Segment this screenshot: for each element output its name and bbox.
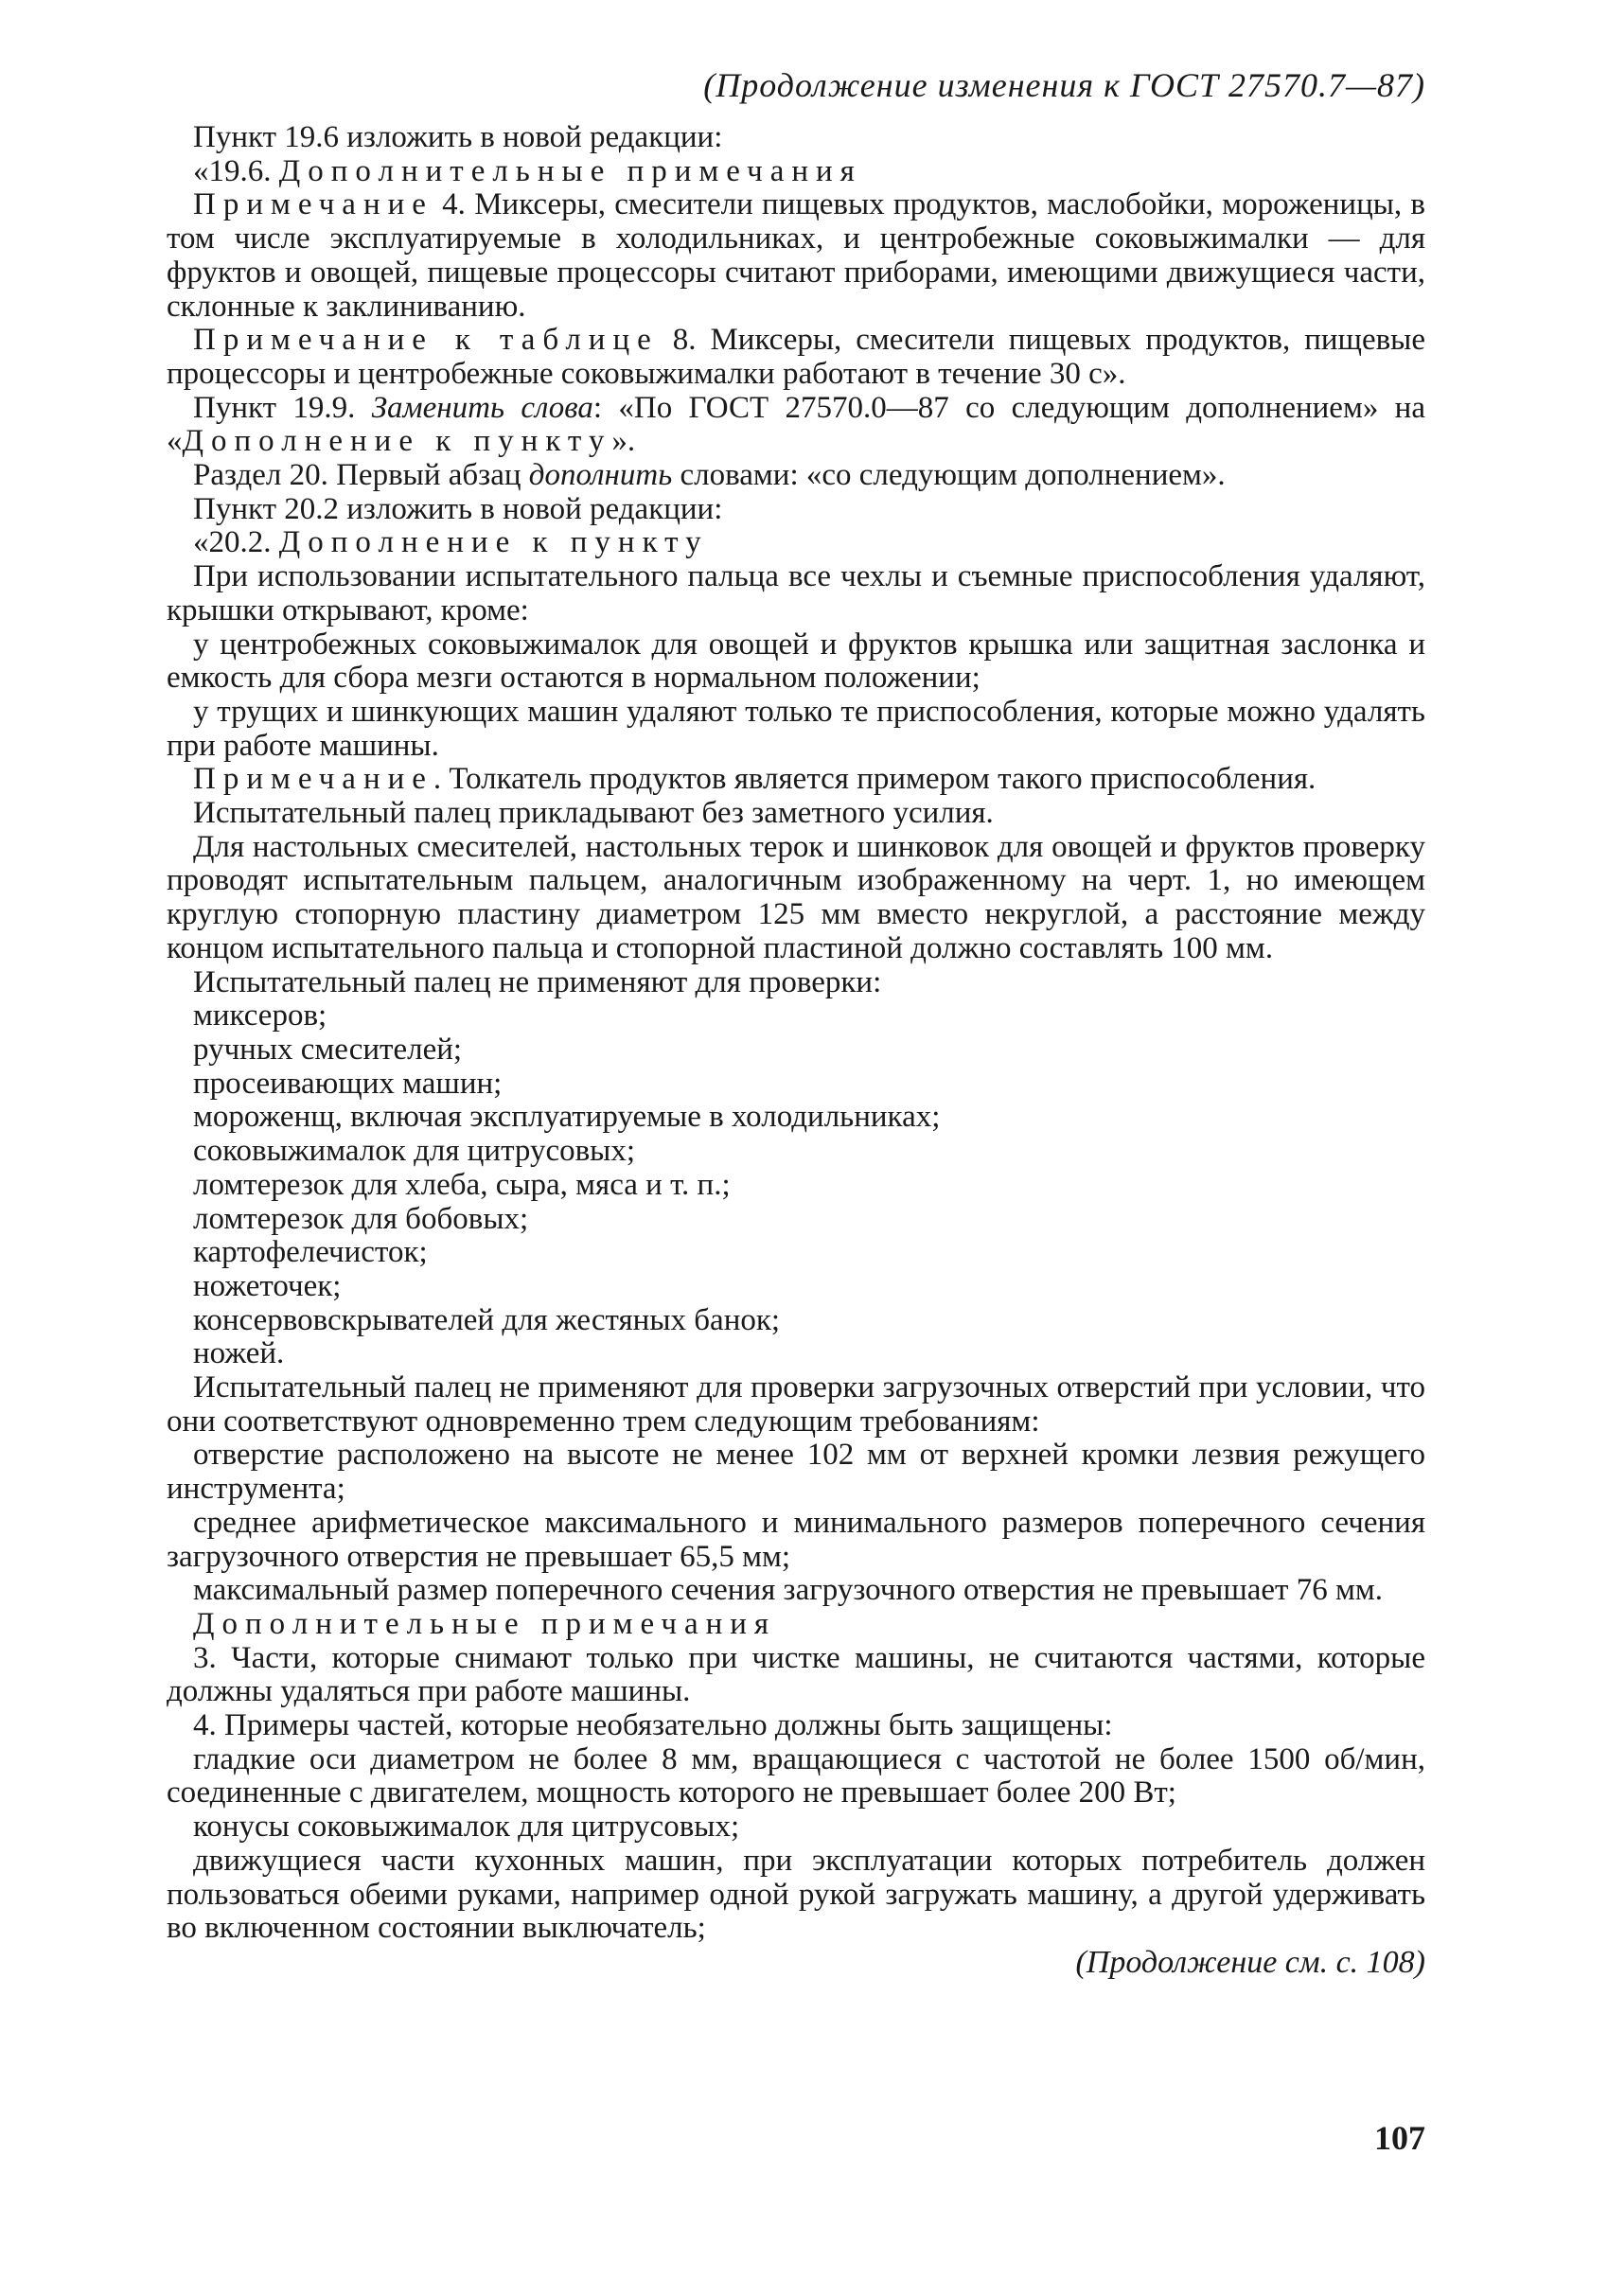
text-segment: Примечание к таблице	[193, 323, 659, 358]
text-segment: консервовскрывателей для жестяных банок;	[193, 1302, 781, 1337]
paragraph	[167, 1642, 1425, 1709]
paragraph	[167, 1574, 1425, 1608]
text-segment: отверстие расположено на высоте не менее 102 мм от верхней кромки лезвия режущего инструмента;	[167, 1438, 1425, 1507]
text-segment: словами: «со следующим дополнением».	[672, 458, 1226, 493]
paragraph	[167, 797, 1425, 831]
text-segment: 4. Миксеры, смесители пищевых продуктов, маслобойки, мороженицы, в том числе эксплуатируемые в холодильниках, и центробежные соковыжималки — для фруктов и овощей, пищевые процессоры считают приборами, имеющими движущиеся части, склонные к заклиниванию.	[167, 187, 1425, 324]
text-segment: Дополнение к пункту	[182, 424, 612, 459]
text-segment: Примечание	[193, 187, 433, 222]
list-item	[167, 1169, 1425, 1203]
text-segment: максимальный размер поперечного сечения загрузочного отверстия не превышает 76 мм.	[193, 1573, 1383, 1608]
text-segment: 3. Части, которые снимают только при чистке машины, не считаются частями, которые должны удаляться при работе машины.	[167, 1640, 1425, 1709]
paragraph	[167, 121, 1425, 155]
text-segment: ».	[611, 424, 636, 459]
paragraph	[167, 1608, 1425, 1642]
text-segment: 8. Миксеры, смесители пищевых продуктов, пищевые процессоры и центробежные соковыжималки работают в течение 30 с».	[167, 323, 1425, 391]
text-segment: Испытательный палец не применяют для проверки загрузочных отверстий при условии, что они соответствуют одновременно трем следующим требованиям:	[167, 1370, 1425, 1439]
text-segment: Дополнительные примечания	[193, 1606, 777, 1641]
paragraph	[167, 459, 1425, 493]
document-body	[167, 121, 1425, 1946]
text-segment: Примечание	[193, 762, 433, 797]
text-segment: Пункт 20.2 изложить в новой редакции:	[193, 491, 723, 526]
paragraph	[167, 763, 1425, 797]
text-segment: ножей.	[193, 1336, 285, 1371]
text-segment: конусы соковыжималок для цитрусовых;	[193, 1810, 740, 1845]
paragraph	[167, 831, 1425, 966]
text-segment: Пункт 19.9.	[193, 390, 372, 425]
paragraph	[167, 1709, 1425, 1743]
paragraph	[167, 560, 1425, 627]
text-segment: Раздел 20. Первый абзац	[193, 458, 529, 493]
text-segment: При использовании испытательного пальца все чехлы и съемные приспособления удаляют, крышки открывают, кроме:	[167, 559, 1425, 627]
list-item	[167, 1337, 1425, 1371]
list-item	[167, 1203, 1425, 1237]
paragraph	[167, 966, 1425, 1000]
paragraph	[167, 493, 1425, 527]
list-item	[167, 999, 1425, 1033]
page-number: 107	[1374, 2119, 1425, 2157]
text-segment: Испытательный палец прикладывают без заметного усилия.	[193, 796, 994, 831]
list-item	[167, 1135, 1425, 1169]
paragraph	[167, 324, 1425, 391]
paragraph	[167, 1371, 1425, 1439]
text-segment: ручных смесителей;	[193, 1032, 463, 1067]
text-segment: Для настольных смесителей, настольных терок и шинковок для овощей и фруктов проверку проводят испытательным пальцем, аналогичным изображенному на черт. 1, но имеющем круглую стопорную пластину диаметром 125 мм вместо некруглой, а расстояние между концом испытательного пальца и стопорной пластиной должно составлять 100 мм.	[167, 829, 1425, 965]
text-segment: «19.6.	[193, 153, 279, 188]
continuation-note: (Продолжение см. с. 108)	[1075, 1944, 1425, 1980]
text-segment: ножеточек;	[193, 1268, 342, 1303]
list-item	[167, 1068, 1425, 1102]
list-item	[167, 1033, 1425, 1068]
text-segment: 4. Примеры частей, которые необязательно должны быть защищены:	[193, 1708, 1113, 1743]
paragraph	[167, 1845, 1425, 1946]
document-page	[167, 66, 1425, 1980]
text-segment: миксеров;	[193, 998, 327, 1033]
paragraph	[167, 696, 1425, 763]
paragraph	[167, 1743, 1425, 1810]
text-segment: Дополнительные примечания	[278, 153, 862, 188]
text-segment: просеивающих машин;	[193, 1066, 503, 1101]
text-segment: гладкие оси диаметром не более 8 мм, вращающиеся с частотой не более 1500 об/мин, соединенные с двигателем, мощность которого не превышает более 200 Вт;	[167, 1741, 1425, 1810]
text-segment: соковыжималок для цитрусовых;	[193, 1134, 636, 1169]
text-segment: движущиеся части кухонных машин, при эксплуатации которых потребитель должен пользоваться обеими руками, например одной рукой загружать машину, а другой удерживать во включенном состоянии выключатель;	[167, 1843, 1425, 1946]
paragraph	[167, 526, 1425, 560]
list-item	[167, 1270, 1425, 1304]
list-item	[167, 1101, 1425, 1135]
text-segment: Пункт 19.6 изложить в новой редакции:	[193, 120, 723, 154]
paragraph	[167, 392, 1425, 459]
text-segment: дополнить	[528, 458, 673, 493]
paragraph	[167, 1439, 1425, 1506]
list-item	[167, 1236, 1425, 1270]
paragraph	[167, 628, 1425, 696]
text-segment: «20.2.	[193, 525, 279, 560]
text-segment: мороженщ, включая эксплуатируемые в холодильниках;	[193, 1100, 941, 1135]
text-segment: ломтерезок для хлеба, сыра, мяса и т. п.;	[193, 1167, 731, 1202]
text-segment: картофелечисток;	[193, 1235, 428, 1270]
text-segment: у трущих и шинкующих машин удаляют только те приспособления, которые можно удалять при работе машины.	[167, 694, 1425, 763]
paragraph	[167, 1507, 1425, 1574]
text-segment: Заменить слова	[371, 390, 593, 425]
text-segment: . Толкатель продуктов является примером такого приспособления.	[433, 762, 1316, 797]
page-header: (Продолжение изменения к ГОСТ 27570.7—87)	[703, 66, 1425, 104]
text-segment: у центробежных соковыжималок для овощей и фруктов крышка или защитная заслонка и емкость для сбора мезги остаются в нормальном положении;	[167, 627, 1425, 696]
text-segment: Испытательный палец не применяют для проверки:	[193, 964, 882, 999]
text-segment: Дополнение к пункту	[278, 525, 709, 560]
text-segment: ломтерезок для бобовых;	[193, 1201, 529, 1236]
paragraph	[167, 155, 1425, 189]
paragraph	[167, 1810, 1425, 1845]
list-item	[167, 1304, 1425, 1338]
text-segment: : «По ГОСТ 27570.0—87 со следующим дополнением» на «	[167, 390, 1425, 459]
paragraph	[167, 188, 1425, 324]
text-segment: среднее арифметическое максимального и минимального размеров поперечного сечения загрузочного отверстия не превышает 65,5 мм;	[167, 1505, 1425, 1574]
